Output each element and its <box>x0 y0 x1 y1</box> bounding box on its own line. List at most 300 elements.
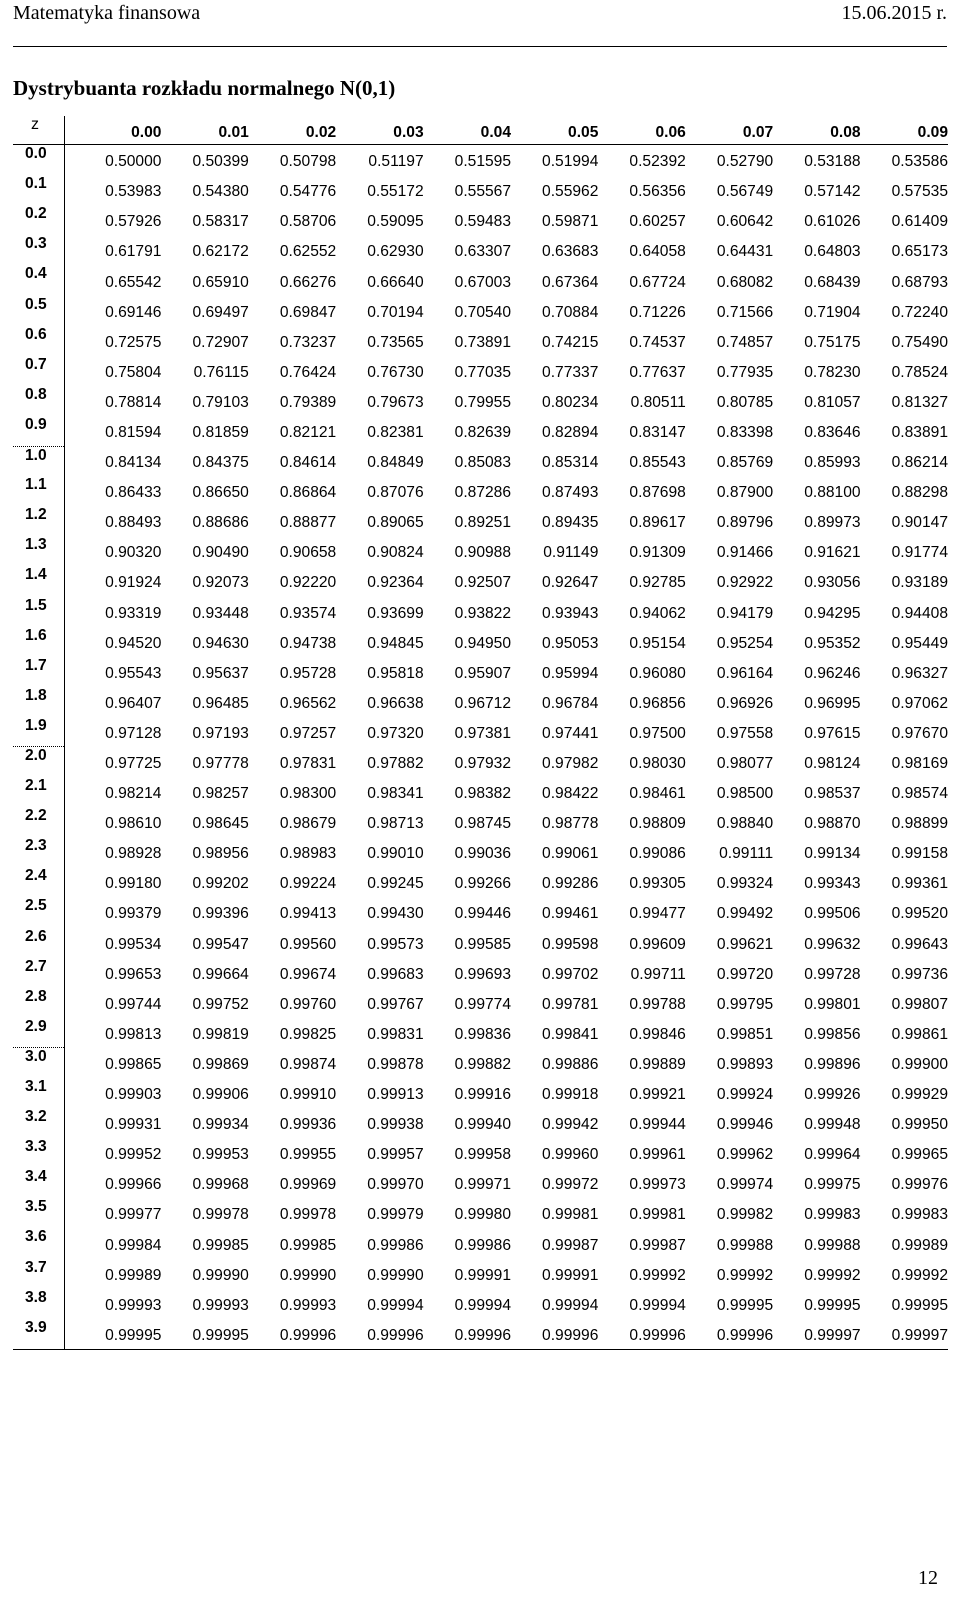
table-cell: 0.99931 <box>105 1116 162 1134</box>
table-cell: 0.88100 <box>804 484 861 502</box>
table-cell: 0.56356 <box>629 183 686 201</box>
z-row-label: 2.4 <box>13 867 64 897</box>
table-cell: 0.92364 <box>367 574 424 592</box>
table-cell: 0.81859 <box>192 423 249 441</box>
table-cell: 0.99851 <box>716 1025 774 1043</box>
table-cell: 0.99900 <box>891 1055 948 1073</box>
table-cell: 0.93056 <box>804 574 861 592</box>
table-cell: 0.79673 <box>367 393 424 411</box>
table-row <box>13 958 948 988</box>
table-cell: 0.99379 <box>105 905 162 923</box>
table-cell: 0.99520 <box>891 905 948 923</box>
z-row-label: 0.1 <box>13 175 64 205</box>
table-cell: 0.99995 <box>804 1296 861 1314</box>
table-cell: 0.98422 <box>542 785 599 803</box>
table-cell: 0.99924 <box>716 1086 774 1104</box>
table-cell: 0.94408 <box>891 604 948 622</box>
table-cell: 0.99992 <box>716 1266 774 1284</box>
table-cell: 0.59483 <box>454 213 512 231</box>
table-cell: 0.58706 <box>279 213 337 231</box>
table-cell: 0.99976 <box>891 1176 948 1194</box>
table-cell: 0.75175 <box>804 333 861 351</box>
table-cell: 0.98341 <box>367 785 424 803</box>
table-cell: 0.99882 <box>454 1055 512 1073</box>
table-cell: 0.95449 <box>891 634 948 652</box>
table-cell: 0.99987 <box>542 1236 599 1254</box>
table-cell: 0.99950 <box>891 1116 948 1134</box>
table-cell: 0.74857 <box>716 333 774 351</box>
table-cell: 0.68439 <box>804 273 861 291</box>
table-cell: 0.92073 <box>192 574 249 592</box>
table-cell: 0.72907 <box>192 333 249 351</box>
table-cell: 0.98610 <box>105 815 162 833</box>
z-row-label: 0.7 <box>13 356 64 386</box>
table-cell: 0.78230 <box>804 363 861 381</box>
column-header: 0.01 <box>161 116 248 145</box>
table-cell: 0.99893 <box>716 1055 774 1073</box>
table-cell: 0.99961 <box>629 1146 686 1164</box>
table-cell: 0.96638 <box>367 694 424 712</box>
table-cell: 0.70540 <box>454 303 512 321</box>
table-cell: 0.53586 <box>891 153 948 171</box>
table-cell: 0.51595 <box>454 153 512 171</box>
table-cell: 0.53983 <box>105 183 162 201</box>
table-row <box>13 627 948 657</box>
table-cell: 0.99921 <box>629 1086 686 1104</box>
table-cell: 0.99965 <box>891 1146 948 1164</box>
table-cell: 0.87698 <box>629 484 686 502</box>
table-cell: 0.97062 <box>891 694 948 712</box>
column-header: 0.02 <box>249 116 336 145</box>
table-cell: 0.97982 <box>542 755 599 773</box>
table-cell: 0.99994 <box>454 1296 512 1314</box>
table-cell: 0.99767 <box>367 995 424 1013</box>
table-cell: 0.99781 <box>542 995 599 1013</box>
table-row <box>13 235 948 265</box>
table-cell: 0.88877 <box>279 514 337 532</box>
table-cell: 0.99986 <box>367 1236 424 1254</box>
table-cell: 0.99795 <box>716 995 774 1013</box>
table-cell: 0.99831 <box>367 1025 424 1043</box>
table-cell: 0.75490 <box>891 333 948 351</box>
table-cell: 0.97128 <box>105 724 162 742</box>
table-cell: 0.62552 <box>279 243 337 261</box>
table-cell: 0.96856 <box>629 694 686 712</box>
table-cell: 0.55962 <box>542 183 599 201</box>
table-cell: 0.99492 <box>716 905 774 923</box>
table-cell: 0.99861 <box>891 1025 948 1043</box>
table-cell: 0.97725 <box>105 755 162 773</box>
table-cell: 0.99061 <box>542 845 599 863</box>
table-cell: 0.61409 <box>891 213 948 231</box>
table-cell: 0.99324 <box>716 875 774 893</box>
table-cell: 0.98500 <box>716 785 774 803</box>
table-cell: 0.92922 <box>716 574 774 592</box>
table-cell: 0.68082 <box>716 273 774 291</box>
table-cell: 0.99981 <box>542 1206 599 1224</box>
z-row-label: 0.5 <box>13 296 64 326</box>
table-cell: 0.79389 <box>279 393 337 411</box>
table-row <box>13 807 948 837</box>
table-cell: 0.96995 <box>804 694 861 712</box>
table-cell: 0.62172 <box>192 243 249 261</box>
table-cell: 0.99788 <box>629 995 686 1013</box>
table-cell: 0.85314 <box>542 454 599 472</box>
table-cell: 0.64431 <box>716 243 774 261</box>
table-cell: 0.77637 <box>629 363 686 381</box>
table-cell: 0.99974 <box>716 1176 774 1194</box>
table-cell: 0.85083 <box>454 454 512 472</box>
table-cell: 0.87493 <box>542 484 599 502</box>
z-row-label: 1.6 <box>13 627 64 657</box>
table-cell: 0.99752 <box>192 995 249 1013</box>
table-cell: 0.98899 <box>891 815 948 833</box>
table-cell: 0.68793 <box>891 273 948 291</box>
z-row-label: 3.9 <box>13 1319 64 1350</box>
table-cell: 0.92507 <box>454 574 512 592</box>
table-cell: 0.97778 <box>192 755 249 773</box>
table-cell: 0.69847 <box>279 303 337 321</box>
table-cell: 0.95543 <box>105 664 162 682</box>
table-cell: 0.61791 <box>105 243 162 261</box>
table-row <box>13 717 948 747</box>
table-cell: 0.93319 <box>105 604 162 622</box>
table-row <box>13 687 948 717</box>
table-cell: 0.93189 <box>891 574 948 592</box>
table-cell: 0.99995 <box>716 1296 774 1314</box>
table-cell: 0.99993 <box>105 1296 162 1314</box>
table-cell: 0.59095 <box>367 213 424 231</box>
table-cell: 0.99982 <box>716 1206 774 1224</box>
table-cell: 0.99720 <box>716 965 774 983</box>
table-cell: 0.95907 <box>454 664 512 682</box>
table-cell: 0.67364 <box>542 273 599 291</box>
table-cell: 0.99929 <box>891 1086 948 1104</box>
table-cell: 0.99846 <box>629 1025 686 1043</box>
table-cell: 0.98169 <box>891 755 948 773</box>
table-cell: 0.99988 <box>804 1236 861 1254</box>
z-row-label: 3.0 <box>13 1048 64 1078</box>
table-cell: 0.99841 <box>542 1025 599 1043</box>
table-cell: 0.99991 <box>542 1266 599 1284</box>
table-cell: 0.63307 <box>454 243 512 261</box>
table-cell: 0.93699 <box>367 604 424 622</box>
table-cell: 0.98461 <box>629 785 686 803</box>
column-header: 0.06 <box>598 116 685 145</box>
table-cell: 0.96784 <box>542 694 599 712</box>
table-cell: 0.97381 <box>454 724 512 742</box>
table-cell: 0.81057 <box>804 393 861 411</box>
table-cell: 0.99960 <box>542 1146 599 1164</box>
table-cell: 0.99819 <box>192 1025 249 1043</box>
z-corner-label: z <box>13 116 64 145</box>
table-cell: 0.56749 <box>716 183 774 201</box>
table-row <box>13 1108 948 1138</box>
table-cell: 0.80785 <box>716 393 774 411</box>
table-cell: 0.98030 <box>629 755 686 773</box>
table-cell: 0.99995 <box>891 1296 948 1314</box>
table-cell: 0.50798 <box>279 153 337 171</box>
table-cell: 0.98382 <box>454 785 512 803</box>
table-cell: 0.99958 <box>454 1146 512 1164</box>
table-cell: 0.89435 <box>542 514 599 532</box>
table-cell: 0.99396 <box>192 905 249 923</box>
table-cell: 0.98679 <box>279 815 337 833</box>
table-cell: 0.83891 <box>891 423 948 441</box>
table-row <box>13 867 948 897</box>
table-cell: 0.99940 <box>454 1116 512 1134</box>
table-cell: 0.70884 <box>542 303 599 321</box>
table-cell: 0.99889 <box>629 1055 686 1073</box>
table-cell: 0.99343 <box>804 875 861 893</box>
table-cell: 0.91149 <box>543 544 599 562</box>
table-cell: 0.96485 <box>192 694 249 712</box>
table-cell: 0.82381 <box>367 423 424 441</box>
table-cell: 0.54776 <box>279 183 337 201</box>
table-cell: 0.99996 <box>336 1319 423 1350</box>
table-cell: 0.92647 <box>542 574 599 592</box>
table-cell: 0.77337 <box>542 363 599 381</box>
table-cell: 0.57926 <box>105 213 162 231</box>
table-cell: 0.99573 <box>367 935 424 953</box>
table-cell: 0.50000 <box>105 153 162 171</box>
table-cell: 0.99807 <box>891 995 948 1013</box>
table-cell: 0.99266 <box>454 875 512 893</box>
table-cell: 0.99461 <box>542 905 599 923</box>
table-cell: 0.87900 <box>716 484 774 502</box>
table-cell: 0.99560 <box>279 935 337 953</box>
table-cell: 0.98983 <box>279 845 337 863</box>
table-cell: 0.73237 <box>279 333 337 351</box>
table-cell: 0.71566 <box>716 303 774 321</box>
table-cell: 0.89796 <box>716 514 774 532</box>
table-cell: 0.99878 <box>367 1055 424 1073</box>
table-cell: 0.99158 <box>891 845 948 863</box>
table-cell: 0.99994 <box>629 1296 686 1314</box>
table-cell: 0.99916 <box>454 1086 512 1104</box>
table-cell: 0.97670 <box>891 724 948 742</box>
table-cell: 0.51994 <box>542 153 599 171</box>
table-cell: 0.99992 <box>804 1266 861 1284</box>
table-cell: 0.91309 <box>629 544 686 562</box>
table-cell: 0.99825 <box>279 1025 337 1043</box>
table-cell: 0.74215 <box>542 333 599 351</box>
table-cell: 0.60642 <box>716 213 774 231</box>
table-cell: 0.99728 <box>804 965 861 983</box>
table-cell: 0.99683 <box>367 965 424 983</box>
z-row-label: 3.8 <box>13 1289 64 1319</box>
z-row-label: 2.9 <box>13 1018 64 1048</box>
table-cell: 0.99609 <box>629 935 686 953</box>
table-cell: 0.99934 <box>192 1116 249 1134</box>
table-cell: 0.99896 <box>804 1055 861 1073</box>
column-header: 0.03 <box>336 116 423 145</box>
table-cell: 0.85769 <box>716 454 774 472</box>
table-cell: 0.99664 <box>192 965 249 983</box>
z-row-label: 1.5 <box>13 597 64 627</box>
table-cell: 0.95728 <box>279 664 337 682</box>
table-cell: 0.99774 <box>454 995 512 1013</box>
table-cell: 0.94520 <box>105 634 162 652</box>
table-cell: 0.99413 <box>279 905 337 923</box>
table-row <box>13 897 948 927</box>
table-cell: 0.64058 <box>629 243 686 261</box>
table-cell: 0.99978 <box>279 1206 337 1224</box>
table-cell: 0.94950 <box>454 634 512 652</box>
table-cell: 0.99910 <box>279 1086 337 1104</box>
table-cell: 0.63683 <box>542 243 599 261</box>
table-cell: 0.99993 <box>279 1296 337 1314</box>
z-row-label: 0.8 <box>13 386 64 416</box>
table-cell: 0.83646 <box>804 423 861 441</box>
table-cell: 0.96712 <box>454 694 512 712</box>
table-cell: 0.99547 <box>192 935 249 953</box>
page-number: 12 <box>918 1567 938 1589</box>
table-cell: 0.52790 <box>716 153 774 171</box>
table-cell: 0.90658 <box>279 544 337 562</box>
table-cell: 0.84375 <box>192 454 249 472</box>
table-cell: 0.94845 <box>367 634 424 652</box>
table-cell: 0.51197 <box>368 153 424 171</box>
table-cell: 0.99975 <box>804 1176 861 1194</box>
table-cell: 0.76730 <box>367 363 424 381</box>
table-cell: 0.99994 <box>367 1296 424 1314</box>
table-cell: 0.99980 <box>454 1206 512 1224</box>
table-cell: 0.99997 <box>773 1319 860 1350</box>
table-cell: 0.57142 <box>804 183 861 201</box>
table-cell: 0.60257 <box>629 213 686 231</box>
table-cell: 0.84849 <box>367 454 424 472</box>
table-cell: 0.82639 <box>454 423 512 441</box>
table-cell: 0.95053 <box>542 634 599 652</box>
table-cell: 0.99010 <box>367 845 424 863</box>
table-cell: 0.99970 <box>367 1176 424 1194</box>
table-cell: 0.99969 <box>279 1176 337 1194</box>
z-row-label: 2.3 <box>13 837 64 867</box>
table-cell: 0.99202 <box>192 875 249 893</box>
z-row-label: 1.9 <box>13 717 64 747</box>
table-cell: 0.90320 <box>105 544 162 562</box>
table-cell: 0.99801 <box>804 995 861 1013</box>
table-cell: 0.90824 <box>367 544 424 562</box>
table-cell: 0.99972 <box>542 1176 599 1194</box>
table-row <box>13 536 948 566</box>
table-cell: 0.99990 <box>279 1266 337 1284</box>
table-cell: 0.99874 <box>279 1055 337 1073</box>
table-row <box>13 1018 948 1048</box>
table-cell: 0.96164 <box>716 664 774 682</box>
table-cell: 0.89617 <box>629 514 686 532</box>
table-cell: 0.99224 <box>279 875 337 893</box>
table-cell: 0.85543 <box>629 454 686 472</box>
table-cell: 0.81594 <box>105 423 162 441</box>
column-header: 0.07 <box>686 116 773 145</box>
table-cell: 0.87076 <box>367 484 424 502</box>
table-row <box>13 566 948 596</box>
table-cell: 0.99955 <box>279 1146 337 1164</box>
table-cell: 0.72575 <box>105 333 162 351</box>
table-cell: 0.98870 <box>804 815 861 833</box>
table-cell: 0.92785 <box>629 574 686 592</box>
table-cell: 0.99973 <box>629 1176 686 1194</box>
table-cell: 0.83147 <box>629 423 686 441</box>
table-cell: 0.95352 <box>804 634 861 652</box>
table-cell: 0.99036 <box>454 845 512 863</box>
table-cell: 0.99988 <box>716 1236 774 1254</box>
z-row-label: 3.5 <box>13 1198 64 1228</box>
table-row <box>13 657 948 687</box>
table-cell: 0.99984 <box>105 1236 162 1254</box>
table-cell: 0.96080 <box>629 664 686 682</box>
table-cell: 0.98077 <box>716 755 774 773</box>
table-cell: 0.99286 <box>542 875 599 893</box>
table-row <box>13 265 948 295</box>
table-cell: 0.88493 <box>105 514 162 532</box>
table-cell: 0.95818 <box>367 664 424 682</box>
table-cell: 0.99856 <box>804 1025 861 1043</box>
table-cell: 0.76424 <box>279 363 337 381</box>
z-row-label: 1.7 <box>13 657 64 687</box>
page-header <box>13 2 947 47</box>
table-cell: 0.75804 <box>105 363 162 381</box>
table-cell: 0.99693 <box>454 965 512 983</box>
table-cell: 0.99744 <box>105 995 162 1013</box>
table-cell: 0.91466 <box>716 544 774 562</box>
table-row <box>13 597 948 627</box>
table-cell: 0.55567 <box>454 183 512 201</box>
table-cell: 0.99506 <box>804 905 861 923</box>
table-cell: 0.99906 <box>192 1086 249 1104</box>
table-cell: 0.74537 <box>629 333 686 351</box>
table-cell: 0.99996 <box>511 1319 598 1350</box>
table-row <box>13 1078 948 1108</box>
table-cell: 0.54380 <box>192 183 249 201</box>
table-cell: 0.99986 <box>454 1236 512 1254</box>
table-cell: 0.95254 <box>716 634 774 652</box>
table-cell: 0.79103 <box>192 393 249 411</box>
table-cell: 0.65910 <box>192 273 249 291</box>
table-cell: 0.99985 <box>192 1236 249 1254</box>
table-cell: 0.99985 <box>279 1236 337 1254</box>
table-row <box>13 1289 948 1319</box>
table-cell: 0.99990 <box>192 1266 249 1284</box>
table-cell: 0.95994 <box>542 664 599 682</box>
table-cell: 0.99996 <box>598 1319 685 1350</box>
table-cell: 0.96246 <box>804 664 861 682</box>
table-cell: 0.98257 <box>192 785 249 803</box>
table-cell: 0.66640 <box>367 273 424 291</box>
table-row <box>13 446 948 476</box>
table-cell: 0.86214 <box>891 454 948 472</box>
table-row <box>13 747 948 777</box>
table-cell: 0.99869 <box>192 1055 249 1073</box>
table-row <box>13 296 948 326</box>
z-row-label: 3.6 <box>13 1228 64 1258</box>
table-cell: 0.96926 <box>716 694 774 712</box>
table-cell: 0.99989 <box>891 1236 948 1254</box>
normal-distribution-table <box>13 116 948 1350</box>
table-cell: 0.99621 <box>716 935 774 953</box>
table-cell: 0.91621 <box>804 544 861 562</box>
z-row-label: 1.2 <box>13 506 64 536</box>
table-cell: 0.84614 <box>279 454 337 472</box>
table-cell: 0.71904 <box>804 303 861 321</box>
table-cell: 0.81327 <box>891 393 948 411</box>
z-row-label: 3.1 <box>13 1078 64 1108</box>
table-cell: 0.99995 <box>64 1319 161 1350</box>
table-cell: 0.99992 <box>891 1266 948 1284</box>
table-cell: 0.99964 <box>804 1146 861 1164</box>
